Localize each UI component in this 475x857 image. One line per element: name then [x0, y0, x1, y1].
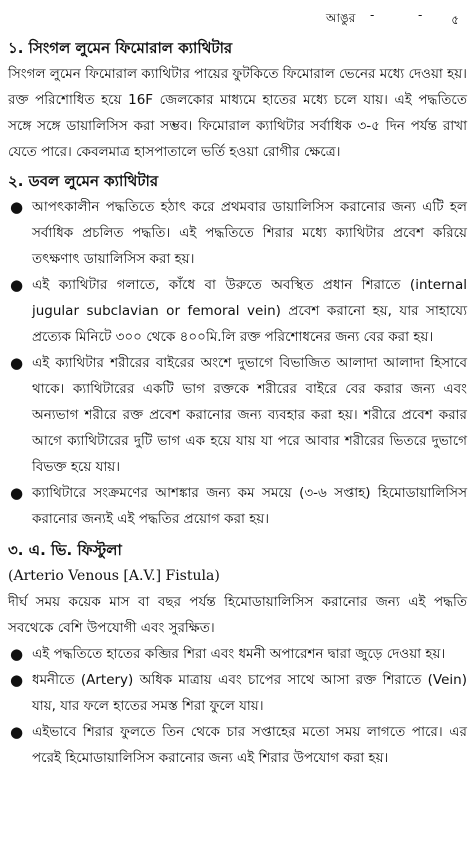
- bullet-icon: ●: [10, 645, 24, 663]
- list-item-text: এই ক্যাথিটার শরীরের বাইরের অংশে দুভাগে বিভাজিত আলাদা আলাদা হিসাবে থাকে। ক্যাথিটারের একটি ভাগ রক্তকে শরীরের বাইরে বের করার জন্য এবং অন্যভাগ শরীরে রক্ত প্রবেশ করানোর জন্য ব্যবহার করা হয়। শরীরে প্রবেশ করার আগে ক্যাথিটারের দুটি ভাগ এক হয়ে যায় যা পরে আবার শরীরের ভিতরে দুভাগে বিভক্ত হয়ে যায়।: [32, 355, 467, 475]
- page-number: ৫: [451, 13, 459, 27]
- bullet-list: [8, 194, 467, 532]
- bullet-icon: ●: [10, 276, 24, 294]
- page-header: [8, 0, 467, 36]
- section-paragraph: দীর্ঘ সময় কয়েক মাস বা বছর পর্যন্ত হিমোডায়ালিসিস করানোর জন্য এই পদ্ধতি সবথেকে বেশি উপযোগী এবং সুরক্ষিত।: [8, 594, 467, 636]
- section-av-fistula: [8, 538, 467, 771]
- section-paragraph: সিংগল লুমেন ফিমোরাল ক্যাথিটার পায়ের ফুটকিতে ফিমোরাল ভেনের মধ্যে দেওয়া হয়। রক্ত পরিশোধিত হয়ে 16F জেলকোর মাধ্যমে হাতের মধ্যে চলে যায়। এই পদ্ধতিতে সঙ্গে সঙ্গে ডায়ালিসিস করা সম্ভব। ফিমোরাল ক্যাথিটার সর্বাধিক ৩-৫ দিন পর্যন্ত রাখা যেতে পারে। কেবলমাত্র হাসপাতালে ভর্তি হওয়া রোগীর ক্ষেত্রে।: [8, 66, 468, 160]
- section-double-lumen-catheter: [8, 169, 467, 532]
- header-dash: -: [418, 8, 423, 22]
- section-heading: ১. সিংগল লুমেন ফিমোরাল ক্যাথিটার: [8, 39, 233, 57]
- list-item-text: এইভাবে শিরার ফুলতে তিন থেকে চার সপ্তাহের মতো সময় লাগতে পারে। এর পরেই হিমোডায়ালিসিস করানোর জন্য এই শিরার উপযোগ করা হয়।: [32, 724, 467, 766]
- bullet-list: [8, 641, 467, 771]
- bullet-icon: ●: [10, 671, 24, 689]
- section-heading: ৩. এ. ভি. ফিস্টুলা: [8, 541, 122, 559]
- list-item: [8, 194, 467, 272]
- list-item: [8, 641, 467, 667]
- list-item-text: আপৎকালীন পদ্ধতিতে হঠাৎ করে প্রথমবার ডায়ালিসিস করানোর জন্য এটি হল সর্বাধিক প্রচলিত পদ্ধতি। এই পদ্ধতিতে শিরার মধ্যে ক্যাথিটার প্রবেশ করিয়ে তৎক্ষণাৎ ডায়ালিসিস করা হয়।: [32, 199, 467, 267]
- section-single-lumen-femoral-catheter: [8, 36, 467, 165]
- bullet-icon: ●: [10, 723, 24, 741]
- list-item-text: ধমনীতে (Artery) অধিক মাত্রায় এবং চাপের সাথে আসা রক্ত শিরাতে (Vein) যায়, যার ফলে হাতের সমস্ত শিরা ফুলে যায়।: [32, 672, 467, 714]
- list-item: [8, 719, 467, 771]
- list-item-text: এই ক্যাথিটার গলাতে, কাঁধে বা উরুতে অবস্থিত প্রধান শিরাতে (internal jugular subclavian or femoral vein) প্রবেশ করানো হয়, যার সাহায্যে প্রত্যেক মিনিটে ৩০০ থেকে ৪০০মি.লি রক্ত পরিশোধনের জন্য বের করা হয়।: [32, 277, 467, 345]
- list-item: [8, 667, 467, 719]
- list-item-text: ক্যাথিটারে সংক্রমণের আশঙ্কার জন্য কম সময়ে (৩-৬ সপ্তাহ) হিমোডায়ালিসিস করানোর জন্যই এই পদ্ধতির প্রয়োগ করা হয়।: [32, 485, 467, 527]
- list-item: [8, 272, 467, 350]
- section-subtitle: (Arterio Venous [A.V.] Fistula): [8, 568, 220, 584]
- bullet-icon: ●: [10, 354, 24, 372]
- bullet-icon: ●: [10, 198, 24, 216]
- list-item: [8, 350, 467, 480]
- section-heading: ২. ডবল লুমেন ক্যাথিটার: [8, 172, 159, 190]
- bullet-icon: ●: [10, 484, 24, 502]
- header-dash: -: [370, 8, 375, 22]
- running-head: আঙুর: [326, 11, 356, 25]
- list-item-text: এই পদ্ধতিতে হাতের কব্জির শিরা এবং ধমনী অপারেশন দ্বারা জুড়ে দেওয়া হয়।: [32, 646, 446, 662]
- list-item: [8, 480, 467, 532]
